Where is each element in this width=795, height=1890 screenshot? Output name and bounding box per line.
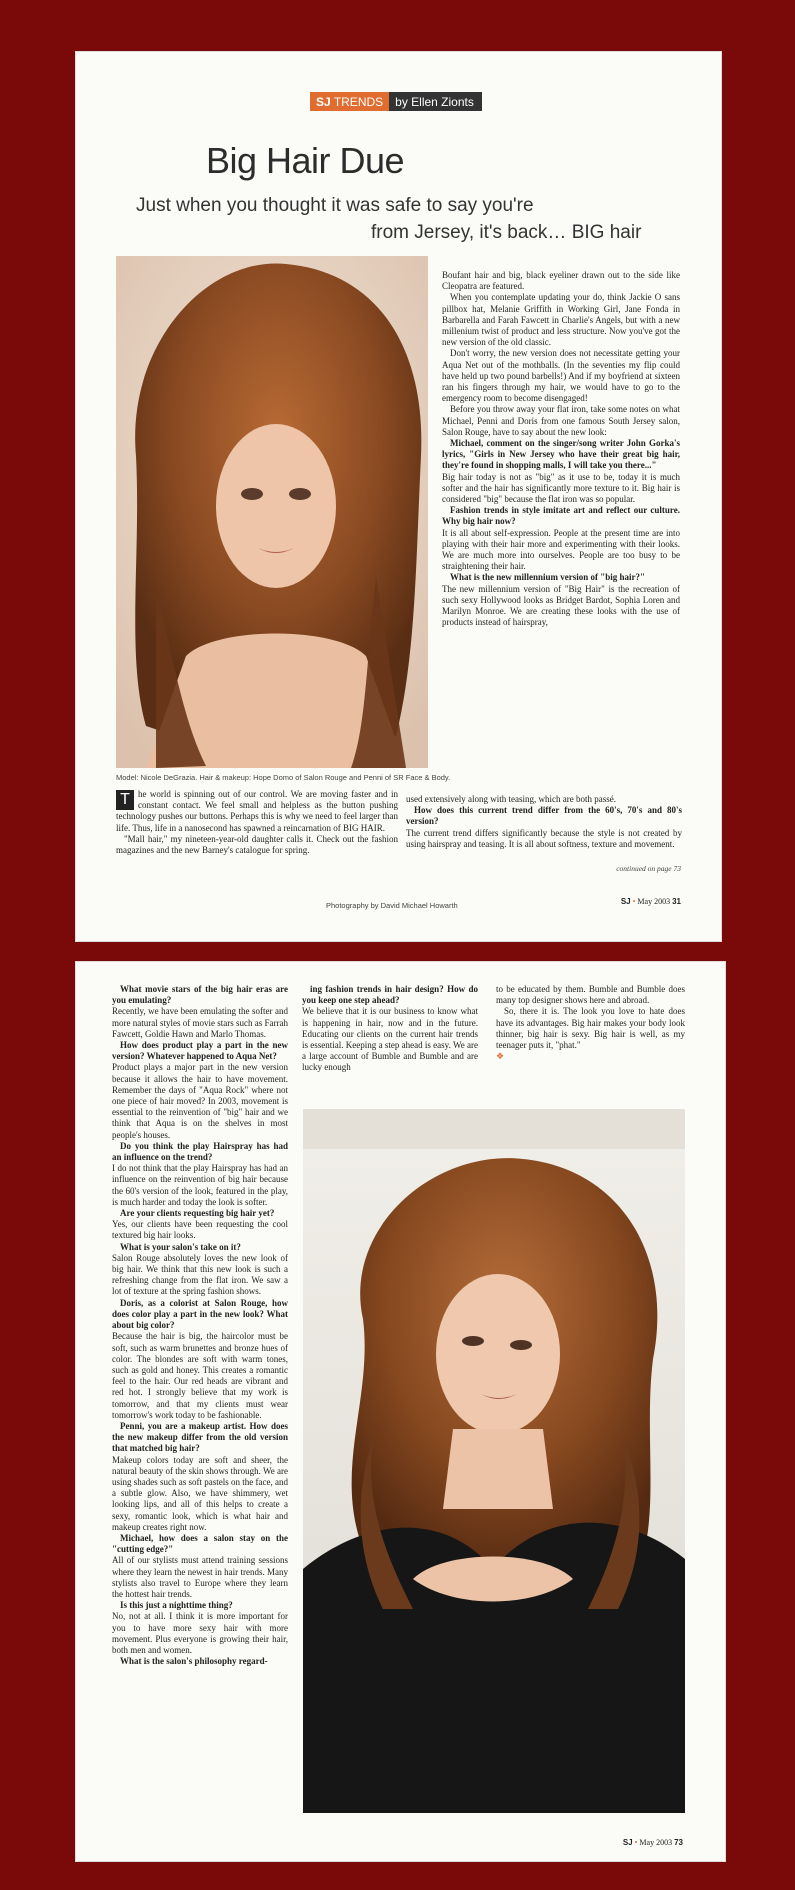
interview-answer: I do not think that the play Hairspray has had an influence on the reinvention of big hair because the 60's version of the look, featured in the play, is much harder and today the look is softer. [112, 1163, 288, 1207]
intro-paragraph: T he world is spinning out of our control. We are moving faster and in constant contact. We feel small and helpless as the button pushing technology pushes our buttons. Perhaps this is why we need to feel larger than life. Thus, life in a nanosecond has spawned a reincarnation of BIG HAIR. [116, 789, 398, 833]
interview-answer: All of our stylists must attend training sessions where they learn the newest in hair trends. Many stylists also travel to Europe where they learn the hottest hair trends. [112, 1555, 288, 1599]
interview-question: Are your clients requesting big hair yet? [120, 1208, 275, 1219]
article-column-3 [496, 984, 685, 1062]
model-photo-2 [303, 1109, 685, 1813]
interview-answer: Yes, our clients have been requesting the cool textured big hair looks. [112, 1219, 288, 1241]
interview-question: What is the new millennium version of "big hair?" [450, 572, 646, 583]
article-intro [116, 789, 398, 856]
photo-credit: Photography by David Michael Howarth [326, 901, 458, 910]
paragraph: Boufant hair and big, black eyeliner drawn out to the side like Cleopatra are featured. [442, 270, 680, 292]
article-title: Big Hair Due [206, 140, 405, 181]
page-folio: SJ • May 2003 31 [620, 897, 681, 906]
interview-answer: No, not at all. I think it is more important for you to have more sexy hair with more movement. Plus everyone is growing their hair, both men and women. [112, 1611, 288, 1655]
interview-question: What is your salon's take on it? [120, 1241, 241, 1252]
interview-question: Do you think the play Hairspray has had an influence on the trend? [112, 1140, 288, 1163]
interview-question: How does product play a part in the new version? Whatever happened to Aqua Net? [112, 1040, 288, 1062]
continued-note: continued on page 73 [616, 864, 681, 873]
intro-paragraph: "Mall hair," my nineteen-year-old daughter calls it. Check out the fashion magazines and the new Barney's catalogue for spring. [116, 833, 398, 856]
interview-answer: The new millennium version of "Big Hair" is the recreation of such sexy Hollywood looks as Bridget Bardot, Sophia Loren and Marilyn Monroe. We are creating these looks with the use of products instead of hairspray, [442, 583, 680, 628]
page-folio: SJ • May 2003 73 [622, 1838, 683, 1847]
magazine-page-31 [76, 52, 721, 941]
drop-cap: T [116, 790, 134, 810]
subtitle-line-1: Just when you thought it was safe to say you're [136, 195, 534, 216]
magazine-page-73 [76, 962, 725, 1861]
interview-answer: Big hair today is not as "big" as it use to be, today it is much softer and the hair has significantly more texture to it. Big hair is considered "big" because the flat iron was so popular. [442, 471, 680, 505]
article-column-bottom-right [406, 794, 682, 850]
interview-answer: The current trend differs significantly because the style is not created by using hairspray and teasing. It is all about softness, texture and movement. [406, 827, 682, 849]
section-label: SJ [316, 95, 331, 109]
interview-answer: Because the hair is big, the haircolor must be soft, such as warm brunettes and bronze hues of color. The blondes are soft with warm tones, such as gold and honey. This creates a romantic feel to the hair. Our red heads are vibrant and red hot. I strongly believe that my work is tomorrow, and that my clients must wear tomorrow's work today to be fashionable. [112, 1331, 288, 1420]
article-column-right [442, 270, 680, 629]
interview-answer: Salon Rouge absolutely loves the new look of big hair. We think that this new look is such a refreshing change from the flat iron. We saw a lot of texture at the spring fashion shows. [112, 1252, 288, 1297]
article-column-1 [112, 984, 288, 1667]
end-of-article-mark: ❖ [496, 1051, 505, 1062]
interview-answer: Makeup colors today are soft and sheer, the natural beauty of the skin shows through. We are using shades such as soft pastels on the face, and a subtle glow. Also, we have shimmery, wet looking lips, and all of this helps to create a sexy, romantic look, which is what hair and makeup creates right now. [112, 1454, 288, 1532]
byline: by Ellen Zionts [389, 92, 482, 111]
interview-answer: Recently, we have been emulating the softer and more natural styles of movie stars such as Farrah Fawcett, Goldie Hawn and Marlo Thomas. [112, 1006, 288, 1039]
subtitle-line-2: from Jersey, it's back… BIG hair [371, 222, 642, 243]
interview-question: How does this current trend differ from the 60's, 70's and 80's version? [406, 805, 682, 827]
interview-answer: to be educated by them. Bumble and Bumble does many top designer shows here and abroad. [496, 984, 685, 1006]
paragraph: Don't worry, the new version does not necessitate getting your Aqua Net out of the mothballs. (In the seventies my flip could have held up two pound barbells!) And if my boyfriend at sixteen ran his fingers through my hair, we would have to go to the emergency room to become disengaged! [442, 348, 680, 404]
section-word: TRENDS [333, 95, 384, 109]
interview-answer: It is all about self-expression. People at the present time are into playing with their hair more and experimenting with their looks. We are much more into ourselves. People are too busy to be straightening their hair. [442, 527, 680, 572]
interview-question: Penni, you are a makeup artist. How does the new makeup differ from the old version that matched big hair? [112, 1420, 288, 1454]
interview-answer: We believe that it is our business to know what is happening in hair, now and in the future. Educating our clients on the current hair trends is essential. Keeping a step ahead is easy. We are a large account of Bumble and Bumble and are lucky enough [302, 1006, 478, 1073]
interview-answer: So, there it is. The look you love to hate does have its advantages. Big hair makes your body look thinner, big hair is sexy. Big hair is well, as my teenager puts it, "phat." [496, 1006, 685, 1051]
interview-question: What movie stars of the big hair eras are you emulating? [112, 984, 288, 1006]
interview-question: Is this just a nighttime thing? [120, 1600, 233, 1611]
interview-answer: used extensively along with teasing, which are both passé. [406, 794, 616, 804]
interview-question: ing fashion trends in hair design? How do you keep one step ahead? [302, 984, 478, 1006]
photo-caption: Model: Nicole DeGrazia. Hair & makeup: Hope Domo of Salon Rouge and Penni of SR Face & Body. [116, 773, 451, 782]
interview-question: Michael, comment on the singer/song writer John Gorka's lyrics, "Girls in New Jersey who have their great big hair, they're found in shopping malls, I will take you there..." [442, 438, 680, 471]
interview-question: Doris, as a colorist at Salon Rouge, how does color play a part in the new look? What about big color? [112, 1297, 288, 1331]
article-column-2 [302, 984, 478, 1074]
section-header [310, 92, 482, 111]
interview-question: Michael, how does a salon stay on the "cutting edge?" [112, 1532, 288, 1555]
interview-question: Fashion trends in style imitate art and reflect our culture. Why big hair now? [442, 505, 680, 527]
interview-question: What is the salon's philosophy regard- [120, 1656, 268, 1667]
paragraph: When you contemplate updating your do, think Jackie O sans pillbox hat, Melanie Griffith in Working Girl, Jane Fonda in Barbarella and Farah Fawcett in Charlie's Angels, but with a new millenium twist of product and less structure. Now you've got the new version of the old classic. [442, 292, 680, 348]
model-photo-1 [116, 256, 428, 768]
interview-answer: Product plays a major part in the new version because it allows the hair to have movement. Remember the days of "Aqua Rock" where not one piece of hair moved? In 2003, movement is essential to the reinvention of "big" hair and we think that Aqua is on the shelves in most people's houses. [112, 1062, 288, 1140]
paragraph: Before you throw away your flat iron, take some notes on what Michael, Penni and Doris from one famous South Jersey salon, Salon Rouge, have to say about the new look: [442, 404, 680, 437]
